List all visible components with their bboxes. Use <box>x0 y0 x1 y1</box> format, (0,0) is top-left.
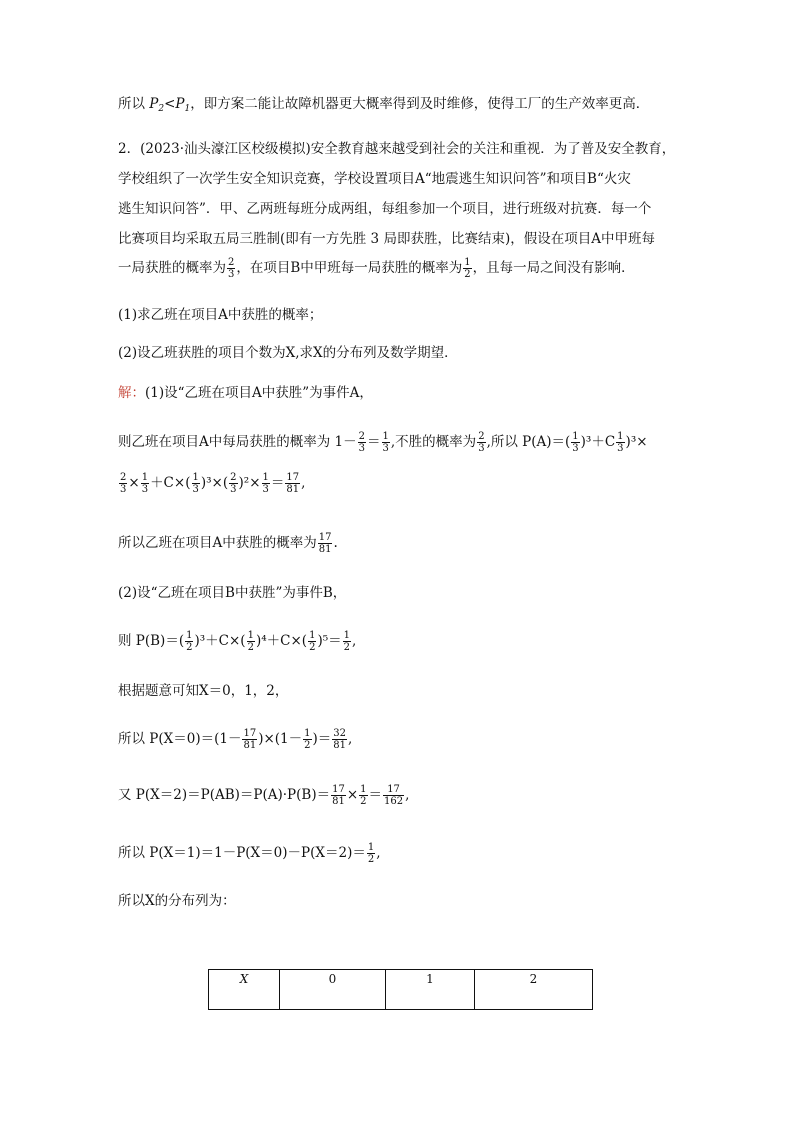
problem-line-4: 比赛项目均采取五局三胜制(即有一方先胜 3 局即获胜，比赛结束)，假设在项目A中甲班每 <box>118 231 655 247</box>
table-cell: 1 <box>386 970 475 1010</box>
fraction: $\frac{1}{2}$ <box>186 630 193 653</box>
paragraph-conclusion: 所以 $P_2<P_1$，即方案二能让故障机器更大概率得到及时维修，使得工厂的生产效率更高． <box>118 96 650 114</box>
problem-line-3: 逃生知识问答”．甲、乙两班每班分成两组，每组参加一个项目，进行班级对抗赛．每一个 <box>118 201 652 217</box>
fraction: $\frac{1}{2}$ <box>367 842 375 865</box>
problem-line-1: 2．(2023·汕头濠江区校级模拟)安全教育越来越受到社会的关注和重视．为了普及安全教育， <box>118 141 676 157</box>
fraction: $\frac{1}{2}$ <box>464 257 471 280</box>
fraction: $\frac{1}{2}$ <box>343 630 351 653</box>
fraction: $\frac{17}{81}$ <box>332 784 345 807</box>
fraction: $\frac{1}{2}$ <box>360 784 367 807</box>
fraction: $\frac{32}{81}$ <box>333 728 347 751</box>
solution-label: 解： <box>118 385 145 401</box>
fraction: $\frac{1}{3}$ <box>572 431 579 454</box>
fraction: $\frac{17}{81}$ <box>243 728 257 751</box>
fraction: $\frac{2}{3}$ <box>478 431 485 454</box>
fraction: $\frac{1}{2}$ <box>309 630 316 653</box>
fraction: $\frac{2}{3}$ <box>230 472 237 495</box>
fraction: $\frac{1}{3}$ <box>617 431 624 454</box>
solution-line-2: 则乙班在项目A中每局获胜的概率为 1－ $\frac{2}{3}$ ＝ $\frac{1}{3}$ ,不胜的概率为 $\frac{2}{3}$ ,所以 P(A)＝( $\frac{1}{3}$ )³＋C $\frac{1}{3}$ )³× <box>118 431 648 454</box>
table-cell: X <box>209 970 280 1010</box>
solution-line-4: 所以乙班在项目A中获胜的概率为 $\frac{17}{81}$ . <box>118 532 338 555</box>
solution-line-8: 所以 P(X＝0)＝(1－ $\frac{17}{81}$ )×(1－ $\frac{1}{2}$ )＝ $\frac{32}{81}$ , <box>118 728 353 751</box>
fraction: $\frac{2}{3}$ <box>358 431 366 454</box>
fraction: $\frac{17}{81}$ <box>286 472 300 495</box>
table-cell: 2 <box>475 970 593 1010</box>
solution-line-1: 解：(1)设“乙班在项目A中获胜”为事件A， <box>118 385 373 401</box>
fraction: $\frac{1}{3}$ <box>141 472 149 495</box>
p2-symbol: $P_2<P_1$ <box>149 96 191 114</box>
solution-line-5: (2)设“乙班在项目B中获胜”为事件B， <box>118 585 347 601</box>
fraction: $\frac{1}{3}$ <box>192 472 199 495</box>
solution-line-6: 则 P(B)＝( $\frac{1}{2}$ )³＋C×( $\frac{1}{2}$ )⁴＋C×( $\frac{1}{2}$ )⁵＝ $\frac{1}{2}$ , <box>118 630 357 653</box>
fraction: $\frac{1}{2}$ <box>304 728 311 751</box>
fraction: $\frac{2}{3}$ <box>120 472 127 495</box>
solution-line-10: 所以 P(X＝1)＝1－P(X＝0)－P(X＝2)＝ $\frac{1}{2}$ , <box>118 842 381 865</box>
question-1: (1)求乙班在项目A中获胜的概率； <box>118 307 323 323</box>
fraction: $\frac{1}{3}$ <box>262 472 269 495</box>
fraction: $\frac{1}{3}$ <box>382 431 389 454</box>
question-2: (2)设乙班获胜的项目个数为X,求X的分布列及数学期望． <box>118 345 458 361</box>
solution-line-3: $\frac{2}{3}$ × $\frac{1}{3}$ ＋C×( $\frac{1}{3}$ )³×( $\frac{2}{3}$ )²× $\frac{1}{3}$ ＝ $\frac{17}{81}$ , <box>120 472 306 495</box>
fraction: $\frac{17}{162}$ <box>384 784 404 807</box>
fraction: $\frac{1}{2}$ <box>247 630 254 653</box>
problem-line-5: 一局获胜的概率为 $\frac{2}{3}$ ，在项目B中甲班每一局获胜的概率为 $\frac{1}{2}$ ，且每一局之间没有影响． <box>118 257 635 280</box>
fraction: $\frac{2}{3}$ <box>228 257 235 280</box>
solution-line-9: 又 P(X＝2)＝P(AB)＝P(A)·P(B)＝ $\frac{17}{81}$ × $\frac{1}{2}$ ＝ $\frac{17}{162}$ , <box>118 784 410 807</box>
solution-line-7: 根据题意可知X＝0，1，2， <box>118 683 289 699</box>
problem-line-2: 学校组织了一次学生安全知识竞赛，学校设置项目A“地震逃生知识问答”和项目B“火灾 <box>118 171 631 187</box>
distribution-table <box>208 969 593 1010</box>
fraction: $\frac{17}{81}$ <box>318 532 332 555</box>
solution-line-11: 所以X的分布列为： <box>118 893 236 909</box>
table-cell: 0 <box>280 970 386 1010</box>
table-row <box>209 970 593 1010</box>
